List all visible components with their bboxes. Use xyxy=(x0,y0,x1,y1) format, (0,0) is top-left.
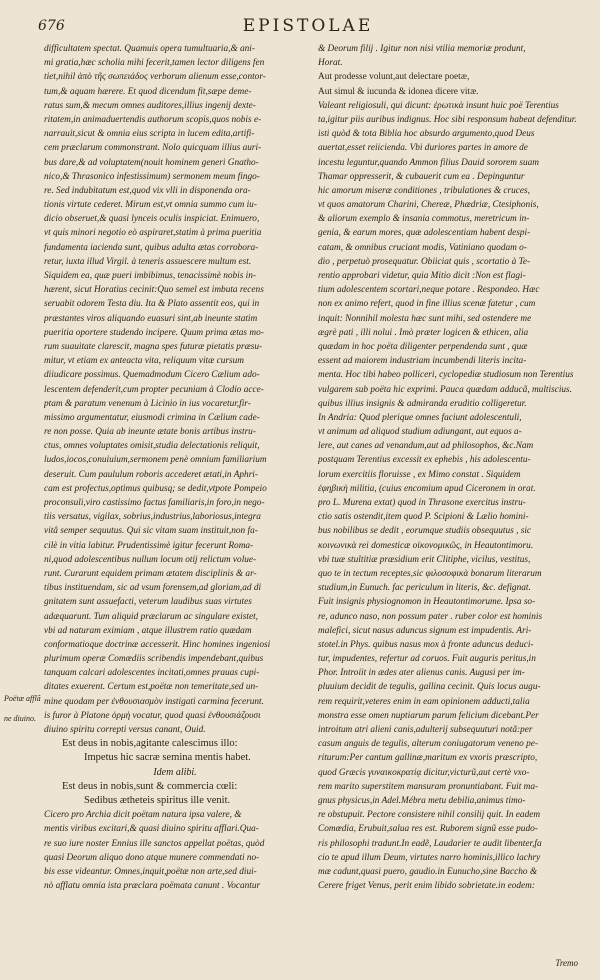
text-line: vulgarem sub poëta hic exprimi. Pauca quædam adducã, multiscius. xyxy=(318,384,572,395)
text-line: postquam Terentius excessit ex ephebis , his adolescentu- xyxy=(318,455,531,466)
text-line: Phor. Introiit in ædes ater alienus canis. Augusi per im- xyxy=(318,668,525,679)
text-line: tiet,nihil ἀπὸ τῆς σωπειάδος verborum alienum esse,contor- xyxy=(44,72,266,83)
text-line: Fuit insignis physiognomon in Heautontimorume. Ipsa so- xyxy=(318,597,536,608)
text-line: κοινωνικὰ rei domesticæ οἰκονομικῶς, in Heautontimoru. xyxy=(318,540,534,551)
text-line: Est deus in nobis,agitante calescimus illo: xyxy=(62,738,238,750)
text-line: pueritia oportere studendo incipere. Quum prima ætas mo- xyxy=(44,327,264,338)
text-line: lere, aut canes ad venandum,aut ad philosophos, &c.Nam xyxy=(318,441,534,452)
text-line: vt quos amatorum Charini, Chereæ, Phædriæ, Ctesiphonis, xyxy=(318,200,539,211)
text-line: vt animum ad aliquod studium adiungant, aut equos a- xyxy=(318,427,522,438)
text-line: bus dare,& ad voluptatem(nouit hominem generi Gnatho- xyxy=(44,157,259,168)
text-line: retur, iuxta illud Virgil. à teneris assuescere multum est. xyxy=(44,256,252,267)
text-line: ἐφηβικὴ militia, (cuius encomium apud Ciceronem in orat. xyxy=(318,483,536,494)
text-line: ta,igitur piis auribus indignus. Hoc sibi responsum habeat defenditur. xyxy=(318,114,577,125)
text-line: ludos,iocos,conuiuium,sermonem penè omnium familiarium xyxy=(44,455,267,466)
text-line: introitum atri alieni canis,adulterij subsequuturi notã:per xyxy=(318,725,533,735)
text-line: ægrè pati , illi nolui . Imò præter logicen & ethicen, alia xyxy=(318,327,529,338)
text-line: ni,quod adolescentibus nullum locum otij relictum volue- xyxy=(44,554,257,565)
text-line: tionis virtute cederet. Mirum est,vt omnia summo cum iu- xyxy=(44,200,257,211)
text-line: præstantes viros aliquando euasuri sint,ab ineunte statim xyxy=(44,313,258,324)
text-line: auertat,esset reiicienda. Vbi duriores partes in amore de xyxy=(318,143,528,154)
catchword: Tremo xyxy=(555,958,578,968)
text-line: cio te apud illum Deum, virtutes narro hominis,illico lachry xyxy=(318,852,541,863)
text-line: Cicero pro Archia dicit poëtam natura ipsa valere, & xyxy=(44,810,242,821)
text-line: bis esse videantur. Omnes,inquit,poëtæ non arte,sed diui- xyxy=(44,866,257,877)
text-line: tum,& aquam hærere. Et quod dicendum fit,sæpe deme- xyxy=(44,86,252,97)
text-line: lorum exercitiis floruisse , ex Mimo constat . Siquidem xyxy=(318,469,521,480)
text-line: nò afflatu omnia ista præclara poëmata canunt . Vocantur xyxy=(44,881,261,892)
text-line: diuino spiritu correpti versus canant, Ouid. xyxy=(44,725,206,735)
text-line: rem requirit,veteres enim in eam opinionem adducti,talia xyxy=(318,696,530,707)
text-line: proconsuli,viro castissimo factus familiaris,in foro,in nego- xyxy=(44,498,265,508)
text-line: vitâ semper sequutus. Qui sic vitam suam instituit,non fa- xyxy=(44,526,258,537)
text-line: gnitatem sunt assuefacti, veterum laudibus suas virtutes xyxy=(44,597,252,608)
text-line: Comœdia, Erubuit,salua res est. Ruborem signũ esse pudo- xyxy=(318,824,538,835)
text-line: ptam & paratum venenum à Licinio in ius vocaretur,fir- xyxy=(44,398,251,409)
text-line: ratus sum,& mecum omnes auditores,illius ingenij dexte- xyxy=(44,100,256,111)
text-line: non ex animo refert, quod in fine illius scenæ fatetur , cum xyxy=(318,299,536,310)
text-line: casum anguis de tegulis, alterum coniugatorum veneno pe- xyxy=(318,739,538,750)
text-line: mæ cadunt,quasi puero, gaudio.in Eunucho,sine Baccho & xyxy=(318,866,538,877)
text-line: nico,& Thrasonico infestissimum) sermonem meum fingo- xyxy=(44,171,260,182)
text-line: diiudicare possimus. Quemadmodum Cicero Cælium ado- xyxy=(44,370,260,381)
page-header xyxy=(38,16,578,38)
text-line: runt. Curarunt equidem primam ætatem disciplinis & ar- xyxy=(44,568,257,579)
text-line: Idem alibi. xyxy=(153,766,197,778)
text-line: riturum:Per cantum gallinæ,maritum ex vxoris præscripto, xyxy=(318,753,538,764)
text-line: bus nobilibus se dedit , eorumque studiis obsequutus , sic xyxy=(318,526,532,537)
text-line: mine quodam per ἐνθουσιασμὸν instigati carmina fecerunt. xyxy=(44,696,264,707)
text-line: adæquarunt. Tum aliquid præclarum ac singulare existet, xyxy=(44,611,259,622)
text-line: tanquam calcari adolescentes incitati,omnes prauas cupi- xyxy=(44,668,260,679)
text-line: cem præclarum commonstrant. Nolo quicquam illius auri- xyxy=(44,143,262,154)
right-text-column xyxy=(318,42,580,893)
text-line: menta. Hoc tibi habeo polliceri, cyclopediæ studiosum non Terentius xyxy=(318,370,574,381)
margin-note: ne diuino. xyxy=(4,714,36,723)
text-line: Aut prodesse volunt,aut delectare poetæ, xyxy=(318,72,470,83)
text-line: rem marito superstitem mansuram pronuntiabant. Fuit ma- xyxy=(318,781,539,792)
text-line: catam, & omnibus cruciant modis, Vatiniano quodam o- xyxy=(318,242,527,253)
text-line: vbi ad naturam eximiam , atque illustrem ratio quædam xyxy=(44,625,252,636)
text-line: quædam in hoc poëta diligenter perpendenda sunt , quæ xyxy=(318,341,528,352)
text-line: cilè in vitia labitur. Prudentissimè igitur fecerunt Roma- xyxy=(44,540,254,551)
text-line: ris philosophi tradunt.In eadẽ, Laudarier te audit libenter,fa xyxy=(318,838,542,849)
text-line: ctus, omnes voluptates omisit,studia delectationis reliquit, xyxy=(44,441,260,452)
text-line: In Andria: Quod plerique omnes faciunt adolescentuli, xyxy=(318,412,522,423)
text-line: tiis versatus, vigilax, sobrius,industrius,laboriosus,integra xyxy=(44,512,261,523)
text-line: mitur, vt etiam ex anteacta vita, reliquum vitæ cursum xyxy=(44,356,245,367)
text-line: re. Sed indubitatum est,quod vix vlli in disponenda ora- xyxy=(44,185,251,196)
text-line: quibus illius insignis & admiranda eruditio colligeretur. xyxy=(318,398,527,409)
text-line: essent ad maiorem industriam incumbendi literis incita- xyxy=(318,356,527,367)
running-title: EPISTOLAE xyxy=(242,16,374,36)
text-line: studium,in Eunuch. fac periculum in literis, &c. defignat. xyxy=(318,583,531,594)
text-line: rentio approbari videtur, quia Mitio dicit :Non est flagi- xyxy=(318,271,526,281)
text-line: Sedibus ætheteis spiritus ille venit. xyxy=(84,794,231,806)
text-line: ctio satis ostendit,item quod P. Scipioni & Lælio homini- xyxy=(318,512,529,523)
text-line: dio , perpetuò prosequatur. Obiiciat quis , scortatio à Te- xyxy=(318,256,531,267)
text-line: hærent, sicut Horatius cecinit:Quo semel est imbuta recens xyxy=(44,285,264,296)
text-line: plurimum operæ Comœdiis scribendis impendebant,quibus xyxy=(44,654,264,665)
text-line: tibus instituendam, sic ad vsum forensem,ad gloriam,ad di xyxy=(44,583,262,594)
text-line: vt quis minori negotio eò aspiraret,statim à prima pueritia xyxy=(44,228,262,239)
text-line: Impetus hic sacræ semina mentis habet. xyxy=(84,752,251,764)
text-line: quo te in tectum receptes,sic φιλοσοφικὰ bonarum literarum xyxy=(318,568,542,579)
page-number: 676 xyxy=(38,18,65,34)
text-line: missimo argumentatur, eiusmodi crimina in Cælium cade- xyxy=(44,412,260,423)
text-line: is furor à Platone ὁρμὴ vocatur, quod quasi ἐνθουσιάζουσι xyxy=(44,710,261,721)
text-line: Est deus in nobis,sunt & commercia cœli: xyxy=(62,780,238,792)
text-line: pluuium decidit de tegulis, gallina cecinit. Quis locus augu- xyxy=(318,682,541,693)
text-line: deseruit. Cum paululum roboris accederet ætati,in Aphri- xyxy=(44,469,258,480)
text-line: lescentem defenderit,cum propter pecuniam à Clodio acce- xyxy=(44,384,264,395)
text-line: mentis viribus excitari,& quasi diuino spiritu afflari.Qua- xyxy=(44,824,259,835)
text-line: re, adunco naso, non possum pater . ruber color est hominis xyxy=(318,611,543,622)
text-line: re non posse. Quia ab ineunte ætate bonis artibus instru- xyxy=(44,427,256,438)
text-line: seruabit odorem Testa diu. Ita & Plato assentit eos, qui in xyxy=(44,299,260,310)
text-line: tur, impudentes, refertur ad coruos. Fuit auguris peritus,in xyxy=(318,654,536,665)
margin-note: Poëtæ afflã xyxy=(4,694,41,703)
text-line: conformatioque doctrinæ accesserit. Hinc homines ingeniosi xyxy=(44,639,271,650)
text-line: ritatem,in animaduertendis authorum scopis,quos nobis e- xyxy=(44,114,262,125)
text-line: & Deorum filij . Igitur non nisi vtilia memoriæ produnt, xyxy=(318,44,526,54)
text-line: Valeant religiosuli, qui dicunt: ἐρωτικὰ insunt huic poë Terentius xyxy=(318,100,559,111)
text-line: Thamar oppresserit, & cubauerit cum ea . Depinguntur xyxy=(318,171,525,182)
text-line: difficultatem spectat. Quamuis opera tumultuaria,& ani- xyxy=(44,44,255,54)
text-line: re obstupuit. Pectore consistere nihil consilij quit. In eadem xyxy=(318,810,541,821)
text-line: ditates exuerent. Certum est,poëtæ non temeritate,sed un- xyxy=(44,682,259,693)
text-line: & aliorum exemplo & insania commotus, meretricum in- xyxy=(318,214,530,225)
text-line: pro L. Murena extat) quod in Thrasone exercitus instru- xyxy=(318,498,526,508)
text-line: stotel.in Phys. quibus nasus mox à fronte aduncus deduci- xyxy=(318,639,534,650)
text-line: mi gratia,hæc scholia mihi fecerit,tamen lector diligens fen xyxy=(44,58,265,69)
text-line: isti quòd & tota Biblia hoc absurdo argumento,quod Deus xyxy=(318,129,535,140)
text-line: hic amorum miseræ conditiones , tribulationes & cruces, xyxy=(318,185,531,196)
text-line: quod Græcis γυναικοκρατίᾳ dicitur,victurũ,aut certè vxo- xyxy=(318,767,530,778)
text-line: fundamenta iacienda sunt, quibus adulta ætas corrobora- xyxy=(44,242,259,253)
text-line: inquit: Nonnihil molesta hæc sunt mihi, sed ostendere me xyxy=(318,313,532,324)
text-line: Cerere friget Venus, perit enim libido sobrietate.in eodem: xyxy=(318,881,535,892)
text-line: cam est profectus,optimus quibusq; se dedit,vtpote Pompeio xyxy=(44,483,267,494)
text-line: gnus physicus,in Adel.Mébra metu debilia,animus timo- xyxy=(318,795,526,806)
left-text-column xyxy=(44,42,306,893)
text-line: tium adolescentem scortari,neque potare . Respondeo. Hæc xyxy=(318,285,540,296)
text-line: monstra esse omen nuptiarum parum felicium dicebant.Per xyxy=(318,710,539,721)
text-line: Horat. xyxy=(318,58,343,69)
text-line: quasi Deorum aliquo dono atque munere commendati no- xyxy=(44,852,260,863)
text-line: narrauit,sicut & omnia eius scripta in lucem edita,artifi- xyxy=(44,129,255,140)
text-line: Aut simul & iucunda & idonea dicere vitæ. xyxy=(318,86,479,97)
text-line: re suo iure noster Ennius ille sanctos appellat poëtas, quòd xyxy=(44,838,265,849)
text-line: Siquidem ea, quæ pueri imbibimus, tenacissimè nobis in- xyxy=(44,271,257,281)
text-line: genia, & earum mores, quæ adolescentiam habent despi- xyxy=(318,228,531,239)
text-line: malefici, sicut nasus aduncus signum est impudentis. Ari- xyxy=(318,625,532,636)
text-line: vbi tuæ stultitiæ præsidium erit Clitiphe, vicilus, vestitus, xyxy=(318,554,531,565)
text-line: incestu leguntur,quando Ammon filius Dauid sororem suam xyxy=(318,157,539,168)
text-line: dicio obseruet,& quasi lynceis oculis inspiciat. Enimuero, xyxy=(44,214,260,225)
text-line: rum suauitate clarescit, magna spes futuræ pietatis præsu- xyxy=(44,341,263,352)
